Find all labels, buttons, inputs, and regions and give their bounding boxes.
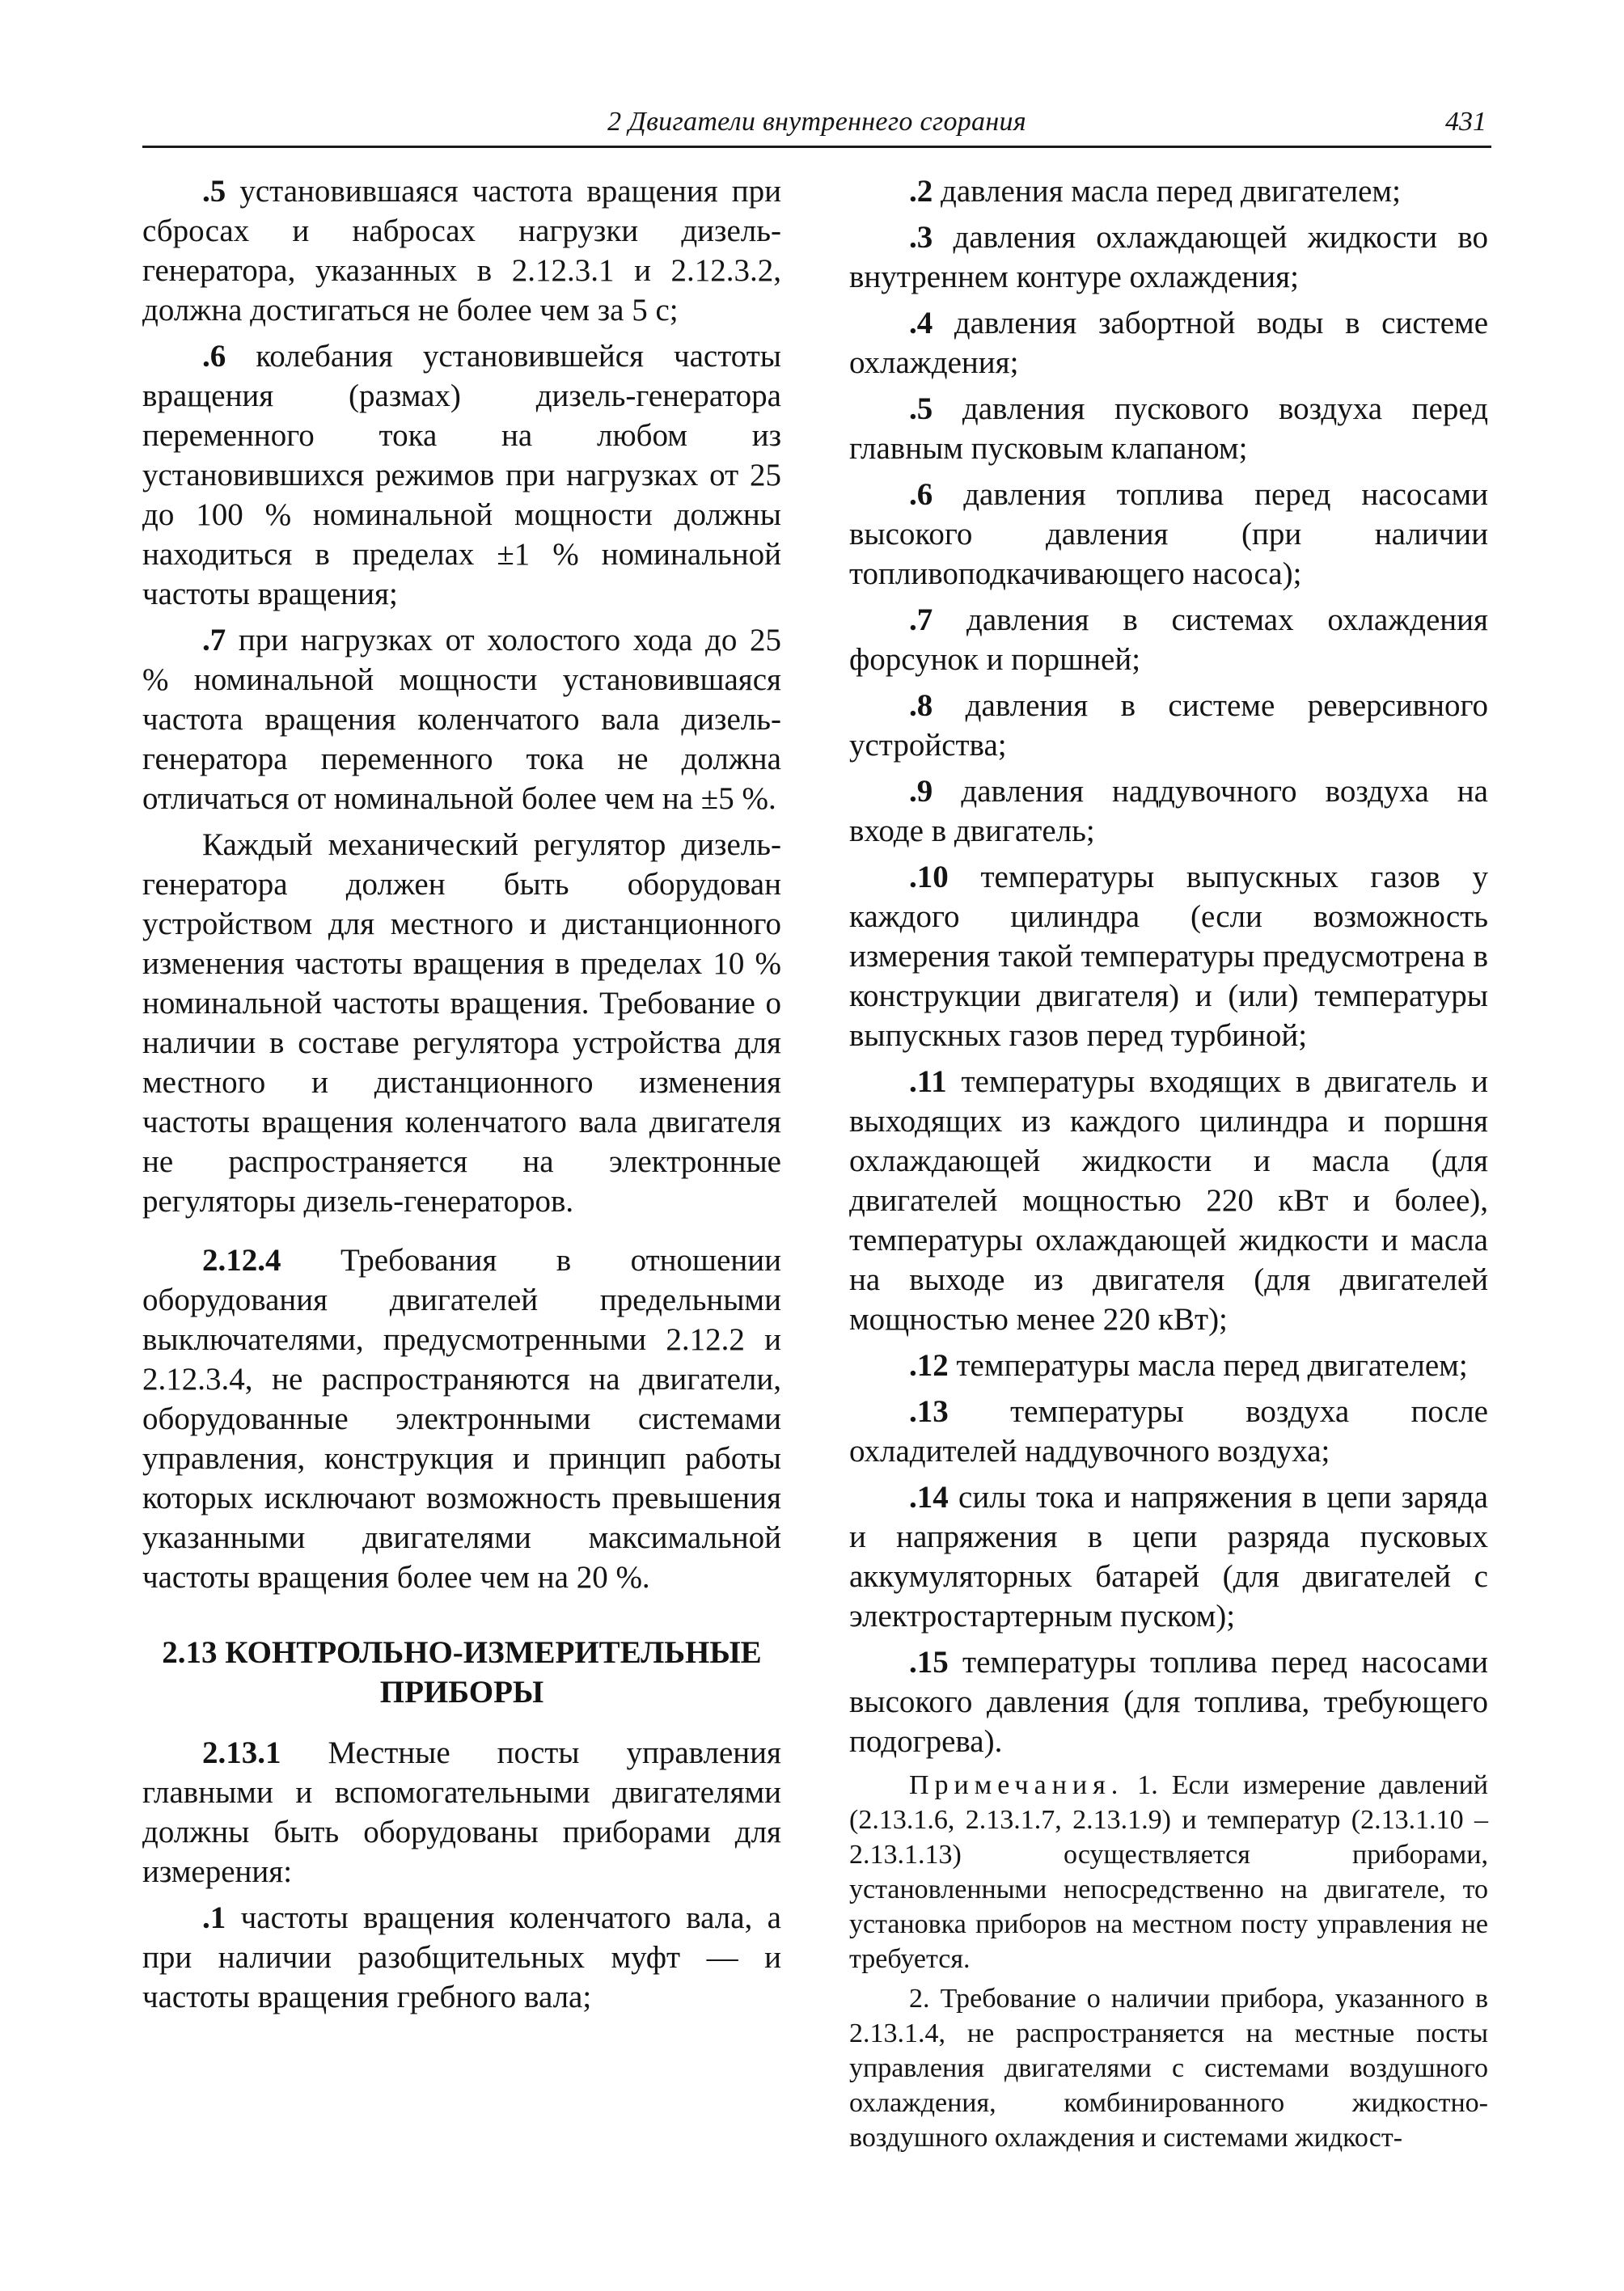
section-heading-2-13: 2.13 КОНТРОЛЬНО-ИЗМЕРИТЕЛЬНЫЕ ПРИБОРЫ [162, 1635, 762, 1710]
list-item [849, 389, 1488, 468]
item-number: .1 [202, 1900, 226, 1935]
list-item [849, 1392, 1488, 1471]
item-text: давления охлаждающей жидкости во внутреннем контуре охлаждения; [849, 220, 1488, 294]
item-text: температуры топлива перед насосами высокого давления (для топлива, требующего подогрева). [849, 1645, 1488, 1759]
section-2-12-4-paragraph [142, 1241, 781, 1597]
running-header [142, 104, 1491, 148]
list-item [849, 686, 1488, 765]
item-number: .10 [909, 860, 949, 894]
regulator-paragraph: Каждый механический регулятор дизель-генератора должен быть оборудован устройством для местного и дистанционного изменения частоты вращения в пределах 10 % номинальной частоты вращения. Требование о наличии в составе регулятора устройства для местного и дистанционного изменения частоты вращения коленчатого вала двигателя не распространяется на электронные регуляторы дизель-генераторов. [142, 827, 781, 1219]
item-text: давления в системах охлаждения форсунок и поршней; [849, 602, 1488, 677]
item-text: температуры масла перед двигателем; [948, 1348, 1468, 1383]
item-number: .9 [909, 774, 933, 809]
item-text: установившаяся частота вращения при сбросах и набросах нагрузки дизель-генератора, указанных в 2.12.3.1 и 2.12.3.2, должна достигаться не более чем за 5 с; [142, 174, 781, 328]
item-number: .15 [909, 1645, 949, 1680]
list-item [849, 475, 1488, 594]
section-number: 2.12.4 [202, 1243, 281, 1278]
section-2-13-1-paragraph [142, 1733, 781, 1892]
note-2: 2. Требование о наличии прибора, указанного в 2.13.1.4, не распространяется на местные посты управления двигателями с системами воздушного охлаждения, комбинированного жидкостно-воздушного охлаждения и системами жидкост- [849, 1984, 1488, 2153]
item-text: колебания установившейся частоты вращения (размах) дизель-генератора переменного тока на любом из установившихся режимов при нагрузках от 25 до 100 % номинальной мощности должны находиться в пределах ±1 % номинальной частоты вращения; [142, 339, 781, 611]
item-text: давления масла перед двигателем; [933, 174, 1401, 209]
item-text: частоты вращения коленчатого вала, а при наличии разобщительных муфт — и частоты вращения гребного вала; [142, 1900, 781, 2014]
header-title: 2 Двигатели внутреннего сгорания [607, 107, 1026, 137]
item-5-paragraph [142, 171, 781, 330]
item-number: .8 [909, 688, 933, 723]
item-number: .7 [909, 602, 933, 637]
list-item [849, 171, 1488, 211]
note-1-text: 1. Если измерение давлений (2.13.1.6, 2.13.1.7, 2.13.1.9) и температур (2.13.1.10 – 2.13.1.13) осуществляется приборами, установленными непосредственно на двигателе, то установка приборов на местном посту управления не требуется. [849, 1770, 1488, 1974]
item-number: .12 [909, 1348, 949, 1383]
section-number: 2.13.1 [202, 1735, 281, 1770]
section-text: Требования в отношении оборудования двигателей предельными выключателями, предусмотренными 2.12.2 и 2.12.3.4, не распространяются на двигатели, оборудованные электронными системами управления, конструкция и принцип работы которых исключают возможность превышения указанными двигателями максимальной частоты вращения более чем на 20 %. [142, 1243, 781, 1595]
item-text: давления пускового воздуха перед главным пусковым клапаном; [849, 391, 1488, 466]
item-number: .2 [909, 174, 933, 209]
list-item [849, 771, 1488, 851]
item-6-paragraph [142, 336, 781, 614]
item-text: силы тока и напряжения в цепи заряда и напряжения в цепи разряда пусковых аккумуляторных батарей (для двигателей с электростартерным пуском); [849, 1480, 1488, 1634]
list-item [849, 218, 1488, 297]
item-text: давления в системе реверсивного устройства; [849, 688, 1488, 763]
item-number: .7 [202, 623, 226, 657]
item-number: .5 [202, 174, 226, 209]
list-item [849, 857, 1488, 1055]
note-1 [849, 1768, 1488, 1976]
list-item [849, 600, 1488, 679]
right-column [849, 171, 1488, 2160]
note-label: Примечания. [909, 1770, 1124, 1800]
item-1-paragraph [142, 1898, 781, 2017]
item-number: .3 [909, 220, 933, 255]
item-number: .5 [909, 391, 933, 426]
page-number: 431 [1445, 107, 1487, 137]
list-item [849, 1062, 1488, 1339]
list-item [849, 1642, 1488, 1761]
item-text: при нагрузках от холостого хода до 25 % номинальной мощности установившаяся частота вращения коленчатого вала дизель-генератора переменного тока не должна отличаться от номинальной более чем на ±5 %. [142, 623, 781, 816]
item-text: температуры выпускных газов у каждого цилиндра (если возможность измерения такой температуры предусмотрена в конструкции двигателя) и (или) температуры выпускных газов перед турбиной; [849, 860, 1488, 1053]
section-text: Местные посты управления главными и вспомогательными двигателями должны быть оборудованы приборами для измерения: [142, 1735, 781, 1889]
left-column [142, 171, 781, 2023]
measurement-items-list [849, 171, 1488, 1761]
list-item [849, 1346, 1488, 1385]
item-text: давления топлива перед насосами высокого давления (при наличии топливоподкачивающего насоса); [849, 477, 1488, 591]
item-number: .6 [202, 339, 226, 374]
item-text: температуры воздуха после охладителей наддувочного воздуха; [849, 1394, 1488, 1469]
list-item [849, 303, 1488, 383]
item-number: .14 [909, 1480, 949, 1515]
item-text: давления наддувочного воздуха на входе в двигатель; [849, 774, 1488, 848]
item-text: температуры входящих в двигатель и выходящих из каждого цилиндра и поршня охлаждающей жидкости и масла (для двигателей мощностью 220 кВт и более), температуры охлаждающей жидкости и масла на выходе из двигателя (для двигателей мощностью менее 220 кВт); [849, 1064, 1488, 1337]
list-item [849, 1477, 1488, 1636]
item-number: .11 [909, 1064, 947, 1099]
item-text: давления забортной воды в системе охлаждения; [849, 306, 1488, 380]
item-number: .6 [909, 477, 933, 512]
item-7-paragraph [142, 620, 781, 818]
item-number: .13 [909, 1394, 949, 1429]
item-number: .4 [909, 306, 933, 340]
